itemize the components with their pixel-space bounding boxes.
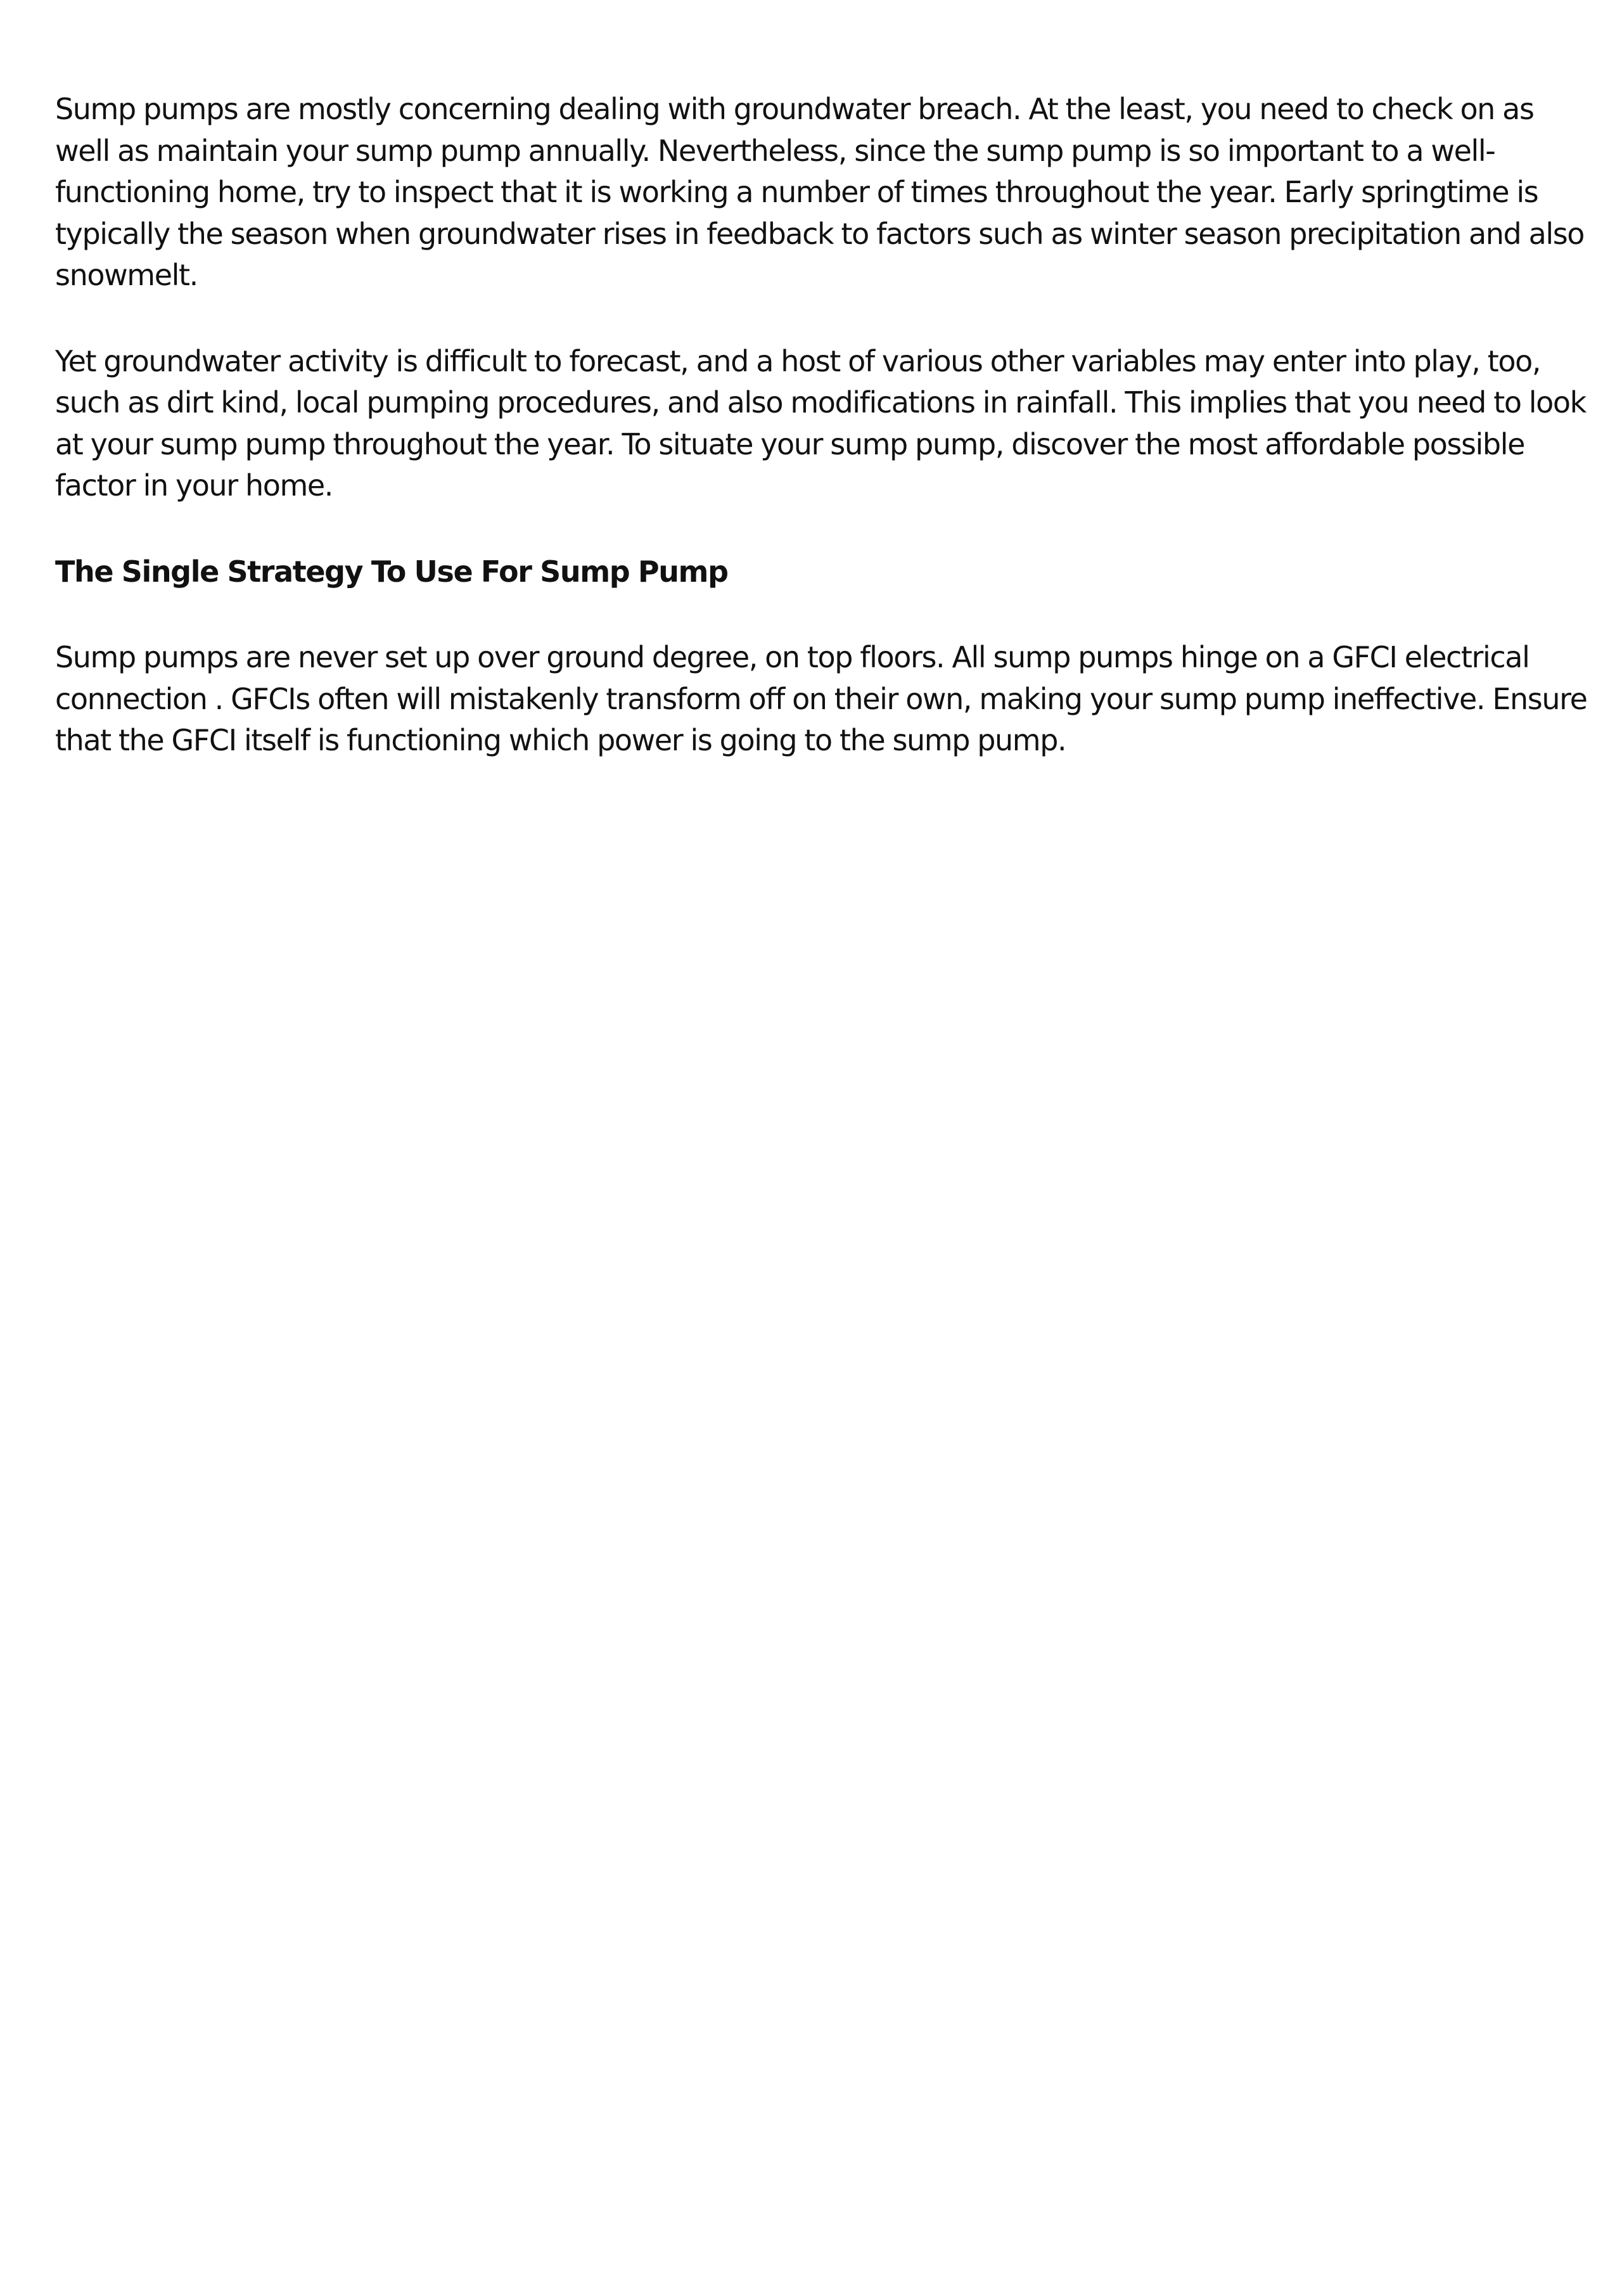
body-paragraph-1: Sump pumps are mostly concerning dealing with groundwater breach. At the least, you need to check on as well as maintain your sump pump annually. Nevertheless, since the sump pump is so important to a well-functioning home, try to inspect that it is working a number of times throughout the year. Early springtime is typically the season when groundwater rises in feedback to factors such as winter season precipitation and also snowmelt. [55,92,1585,292]
document-page [55,89,1588,762]
section-heading: The Single Strategy To Use For Sump Pump [55,554,728,589]
body-paragraph-3: Sump pumps are never set up over ground degree, on top floors. All sump pumps hinge on a GFCI electrical connection . GFCIs often will mistakenly transform off on their own, making your sump pump ineffective. Ensure that the GFCI itself is functioning which power is going to the sump pump. [55,640,1587,757]
body-paragraph-2: Yet groundwater activity is difficult to forecast, and a host of various other variables may enter into play, too, such as dirt kind, local pumping procedures, and also modifications in rainfall. This implies that you need to look at your sump pump throughout the year. To situate your sump pump, discover the most affordable possible factor in your home. [55,343,1586,503]
